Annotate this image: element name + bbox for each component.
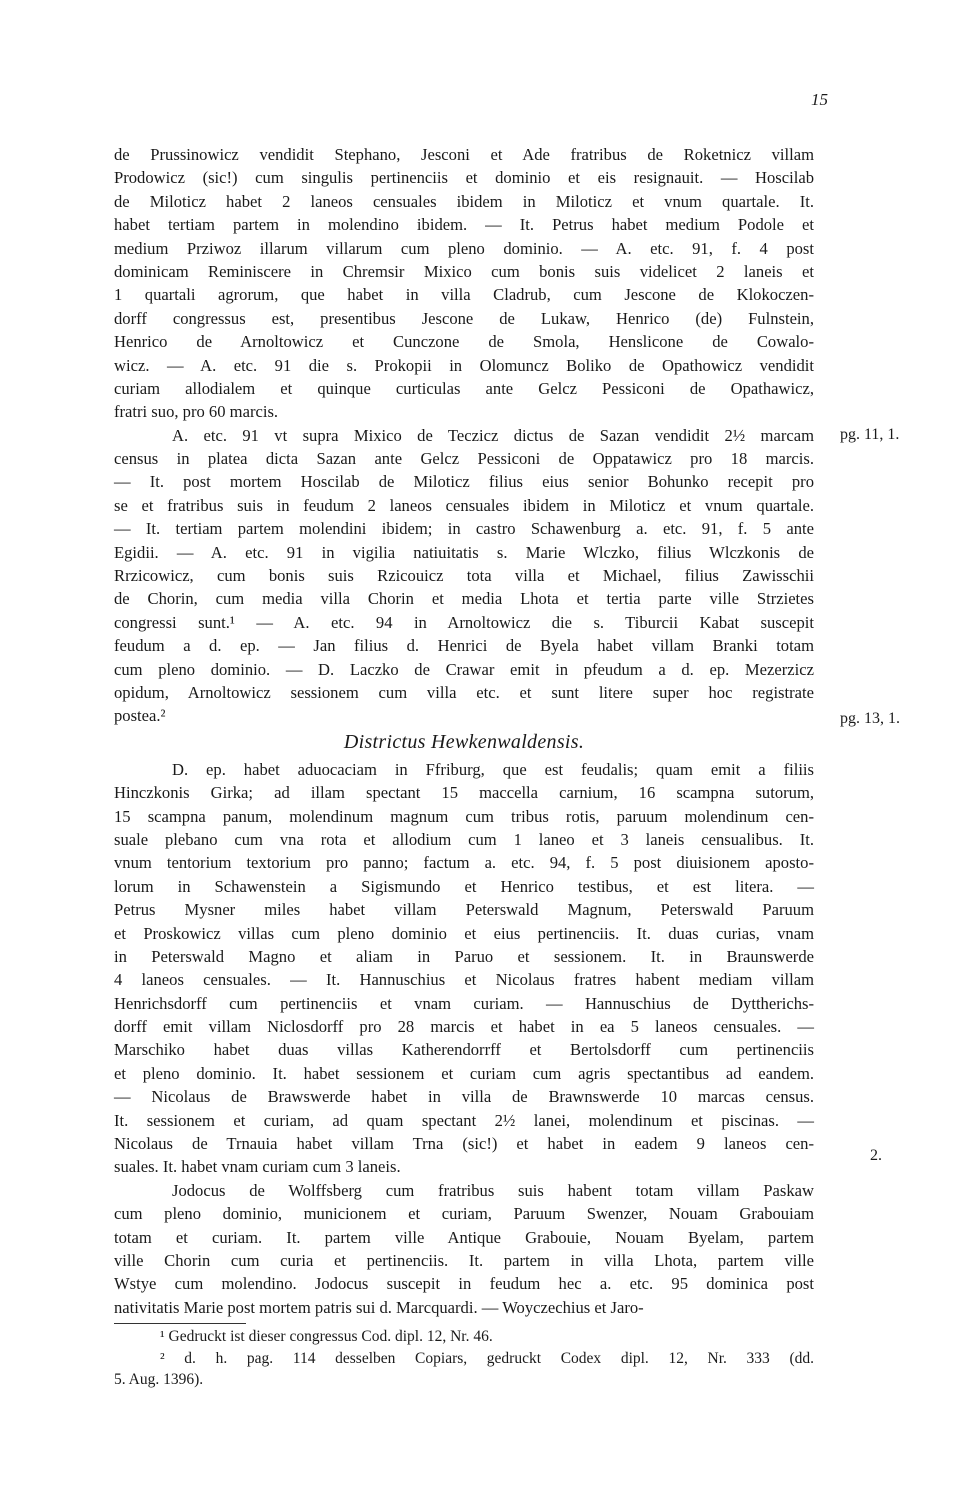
text-line: fratri suo, pro 60 marcis.	[114, 402, 279, 422]
text-line: wicz. — A. etc. 91 die s. Prokopii in Olomuncz Boliko de Opathowicz vendidit	[114, 355, 814, 375]
text-line: vnum tentorium textorium pro panno; factum a. etc. 94, f. 5 post diuisionem aposto-	[114, 853, 814, 873]
margin-note: 2.	[870, 1147, 882, 1164]
text-line: 1 quartali agrorum, que habet in villa Cladrub, cum Jescone de Klokoczen-	[114, 285, 814, 305]
text-line: cum pleno dominio. — D. Laczko de Crawar emit in pfeudum a d. ep. Mezerzicz	[114, 659, 814, 679]
text-line: — It. tertiam partem molendini ibidem; in castro Schawenburg a. etc. 91, f. 5 ante	[114, 519, 814, 539]
footnotes	[114, 1326, 814, 1391]
footnote-line: ¹ Gedruckt ist dieser congressus Cod. dipl. 12, Nr. 46.	[160, 1328, 493, 1345]
text-line: suales. It. habet vnam curiam cum 3 laneis.	[114, 1157, 401, 1177]
page-number: 15	[811, 90, 828, 109]
text-line: medium Prziwoz illarum villarum cum pleno dominio. — A. etc. 91, f. 4 post	[114, 238, 814, 258]
body-text	[114, 143, 814, 1319]
text-line: et pleno dominio. It. habet sessionem et curiam cum agris spectantibus ad eandem.	[114, 1063, 814, 1083]
text-line: habet tertiam partem in molendino ibidem. — It. Petrus habet medium Podole et	[114, 215, 814, 235]
footnote-line: ² d. h. pag. 114 desselben Copiars, gedruckt Codex dipl. 12, Nr. 333 (dd.	[160, 1349, 814, 1367]
text-line: ville Chorin cum curia et pertinenciis. It. partem in villa Lhota, partem ville	[114, 1250, 814, 1270]
text-line: cum pleno dominio, municionem et curiam, Paruum Swenzer, Nouam Grabouiam	[114, 1204, 814, 1224]
text-line: A. etc. 91 vt supra Mixico de Teczicz dictus de Sazan vendidit 2½ marcam	[172, 425, 814, 445]
text-line: lorum in Schawenstein a Sigismundo et Henrico testibus, et est litera. —	[114, 876, 814, 896]
text-line: — Nicolaus de Brawswerde habet in villa de Brawnswerde 10 marcas census.	[114, 1087, 814, 1107]
text-line: Henrichsdorff cum pertinenciis et vnam curiam. — Hannuschius de Dyttherichs-	[114, 993, 814, 1013]
text-line: 4 laneos censuales. — It. Hannuschius et Nicolaus fratres habent mediam villam	[114, 970, 814, 990]
text-line: congressi sunt.¹ — A. etc. 94 in Arnoltowicz die s. Tiburcii Kabat suscepit	[114, 612, 814, 632]
paragraph	[114, 143, 814, 424]
text-line: Egidii. — A. etc. 91 in vigilia natiuitatis s. Marie Wlczko, filius Wlczkonis de	[114, 542, 814, 562]
text-line: census in platea dicta Sazan ante Gelcz Pessiconi de Oppatawicz pro 18 marcis.	[114, 449, 814, 469]
text-line: in Peterswald Magno et aliam in Paruo et sessionem. It. in Braunswerde	[114, 946, 814, 966]
text-line: de Chorin, cum media villa Chorin et media Lhota et tertia parte ville Strzietes	[114, 589, 814, 609]
text-line: suale plebano cum vna rota et allodium cum 1 laneo et 3 laneis censualibus. It.	[114, 829, 814, 849]
text-line: Rrzicowicz, cum bonis suis Rzicouicz tota villa et Michael, filius Zawisschii	[114, 566, 814, 586]
text-line: se et fratribus suis in feudum 2 laneos censuales ibidem in Miloticz et vnum quartale.	[114, 495, 814, 515]
text-line: Jodocus de Wolffsberg cum fratribus suis habent totam villam Paskaw	[172, 1180, 814, 1200]
paragraph	[114, 424, 814, 728]
text-line: opidum, Arnoltowicz sessionem cum villa etc. et sunt litere super hoc registrate	[114, 682, 814, 702]
text-line: Nicolaus de Trnauia habet villam Trna (sic!) et habet in eadem 9 laneos cen-	[114, 1134, 814, 1154]
text-line: de Miloticz habet 2 laneos censuales ibidem in Miloticz et vnum quartale. It.	[114, 191, 814, 211]
text-line: totam et curiam. It. partem ville Antique Grabouie, Nouam Byelam, partem	[114, 1227, 814, 1247]
paragraph	[114, 758, 814, 1179]
margin-note: pg. 11, 1.	[840, 426, 900, 443]
text-line: Prodowicz (sic!) cum singulis pertinenciis et dominio et eis resignauit. — Hoscilab	[114, 168, 814, 188]
margin-note: pg. 13, 1.	[840, 710, 900, 727]
text-line: et Proskowicz villas cum pleno dominio et eius pertinenciis. It. duas curias, vnam	[114, 923, 814, 943]
text-line: dominicam Reminiscere in Chremsir Mixico cum bonis suis videlicet 2 laneis et	[114, 261, 814, 281]
footnote-rule	[114, 1323, 246, 1324]
text-line: 15 scampna panum, molendinum magnum cum tribus rotis, paruum molendinum cen-	[114, 806, 814, 826]
paragraph	[114, 1179, 814, 1319]
section-heading: Districtus Hewkenwaldensis.	[343, 730, 585, 753]
text-line: nativitatis Marie post mortem patris sui d. Marcquardi. — Woyczechius et Jaro-	[114, 1297, 644, 1317]
text-line: D. ep. habet aduocaciam in Ffriburg, que est feudalis; quam emit a filiis	[172, 759, 814, 779]
text-line: feudum a d. ep. — Jan filius d. Henrici de Byela habet villam Branki totam	[114, 636, 814, 656]
text-line: Petrus Mysner miles habet villam Peterswald Magnum, Peterswald Paruum	[114, 900, 814, 920]
text-line: Wstye cum molendino. Jodocus suscepit in feudum hec a. etc. 95 dominica post	[114, 1274, 814, 1294]
text-line: It. sessionem et curiam, ad quam spectant 2½ lanei, molendinum et piscinas. —	[114, 1110, 814, 1130]
text-line: postea.²	[114, 706, 166, 726]
text-line: curiam allodialem et quinque curticulas ante Gelcz Pessiconi de Opathawicz,	[114, 378, 814, 398]
text-line: Henrico de Arnoltowicz et Cunczone de Smola, Henslicone de Cowalo-	[114, 332, 814, 352]
text-line: — It. post mortem Hoscilab de Miloticz filius eius senior Bohunko recepit pro	[114, 472, 814, 492]
text-line: Hinczkonis Girka; ad illam spectant 15 maccella carnium, 16 scampna sutorum,	[114, 783, 814, 803]
text-line: dorff congressus est, presentibus Jescone de Lukaw, Henrico (de) Fulnstein,	[114, 308, 814, 328]
footnote-line: 5. Aug. 1396).	[114, 1371, 204, 1388]
text-line: dorff emit villam Niclosdorff pro 28 marcis et habet in ea 5 laneos censuales. —	[114, 1017, 814, 1037]
text-line: Marschiko habet duas villas Katherendorrff et Bertolsdorff cum pertinenciis	[114, 1040, 814, 1060]
text-line: de Prussinowicz vendidit Stephano, Jesconi et Ade fratribus de Roketnicz villam	[114, 145, 814, 164]
